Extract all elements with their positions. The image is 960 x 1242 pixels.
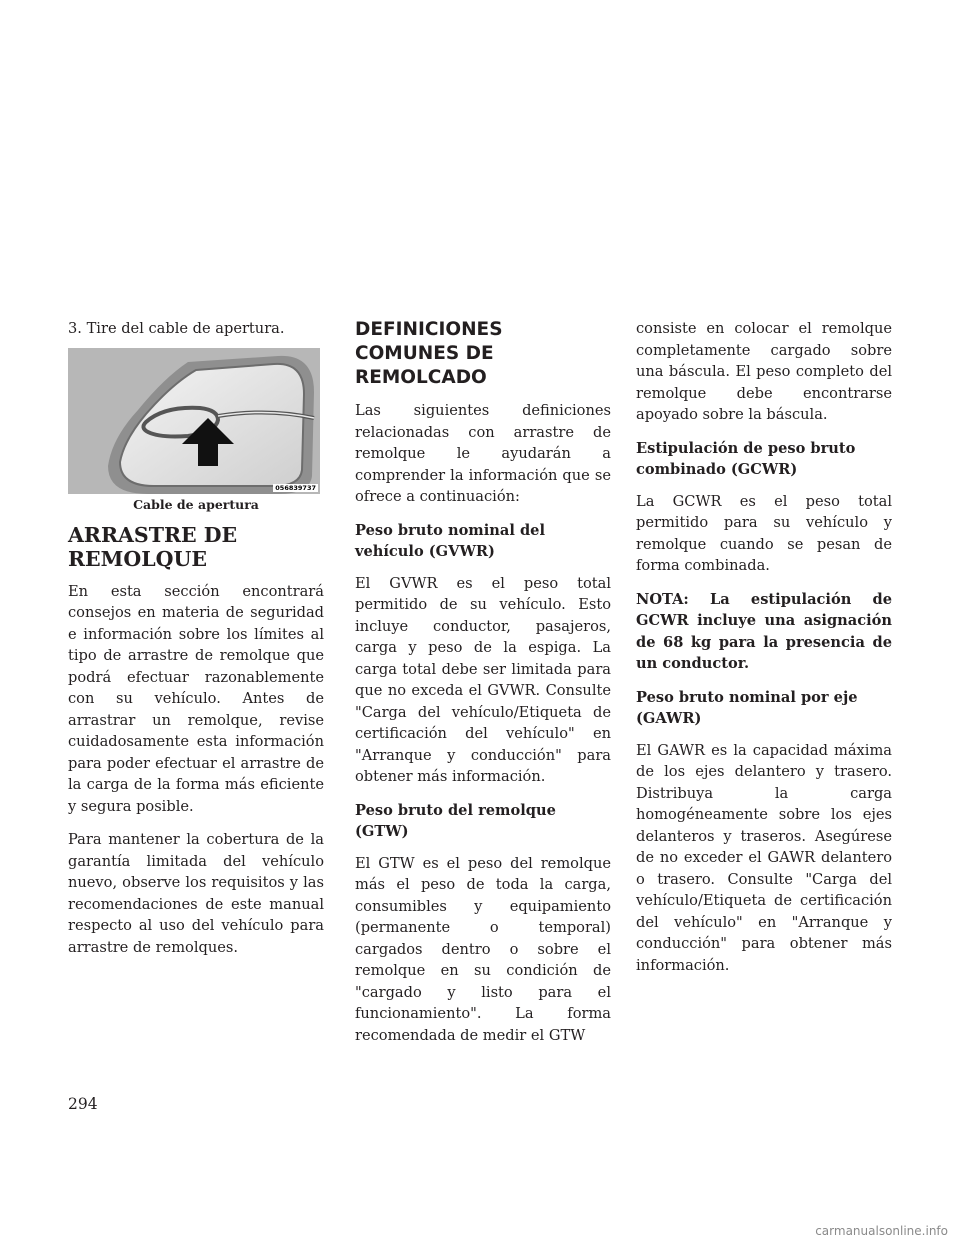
- step-3: 3. Tire del cable de apertura.: [68, 320, 285, 337]
- heading-arrastre: ARRASTRE DE REMOLQUE: [68, 522, 238, 571]
- paragraph-gcwr: La GCWR es el peso total permitido para su vehículo y remolque cuando se pesan de forma combinada.: [636, 492, 892, 574]
- paragraph-gawr: El GAWR es la capacidad máxima de los ejes delantero y trasero. Distribuya la carga homogéneamente sobre los ejes delanteros y traseros. Asegúrese de no exceder el GAWR delantero o trasero. Consulte "Carga del vehículo/Etiqueta de certificación del vehículo" en "Arranque y conducción" para obtener más información.: [636, 741, 892, 974]
- note-gcwr: NOTA: La estipulación de GCWR incluye una asignación de 68 kg para la presencia de un conductor.: [636, 590, 892, 672]
- paragraph-gtw: El GTW es el peso del remolque más el peso de toda la carga, consumibles y equipamiento (permanente o temporal) cargados dentro o sobre el remolque en su condición de "cargado y listo para el funcionamiento". La forma recomendada de medir el GTW: [355, 854, 611, 1044]
- column-right: [636, 318, 892, 988]
- subheading-gtw: Peso bruto del remolque (GTW): [355, 801, 556, 840]
- watermark: carmanualsonline.info: [815, 1224, 948, 1238]
- column-left: [68, 318, 324, 970]
- figure-caption: Cable de apertura: [133, 496, 259, 512]
- subheading-gawr: Peso bruto nominal por eje (GAWR): [636, 688, 858, 727]
- figure-code: 056839737: [275, 483, 316, 492]
- paragraph-safety: En esta sección encontrará consejos en materia de seguridad e información sobre los límites al tipo de arrastre de remolque que podrá efectuar razonablemente con su vehículo. Antes de arrastrar un remolque, revise cuidadosamente esta información para poder efectuar el arrastre de la carga de la forma más eficiente y segura posible.: [68, 582, 324, 815]
- subheading-gcwr: Estipulación de peso bruto combinado (GCWR): [636, 439, 856, 478]
- paragraph-gvwr: El GVWR es el peso total permitido de su vehículo. Esto incluye conductor, pasajeros, carga y peso de la espiga. La carga total debe ser limitada para que no exceda el GVWR. Consulte "Carga del vehículo/Etiqueta de certificación del vehículo" en "Arranque y conducción" para obtener más información.: [355, 574, 611, 785]
- column-middle: [355, 318, 611, 1058]
- release-cable-illustration: [68, 348, 320, 494]
- paragraph-intro: Las siguientes definiciones relacionadas con arrastre de remolque le ayudarán a comprender la información que se ofrece a continuación:: [355, 402, 611, 505]
- heading-definiciones: DEFINICIONES COMUNES DE REMOLCADO: [355, 319, 503, 388]
- paragraph-gtw-continued: consiste en colocar el remolque completamente cargado sobre una báscula. El peso completo del remolque debe encontrarse apoyado sobre la báscula.: [636, 320, 892, 423]
- release-cable-figure: [68, 348, 320, 494]
- page-number: 294: [68, 1095, 98, 1113]
- paragraph-warranty: Para mantener la cobertura de la garantía limitada del vehículo nuevo, observe los requisitos y las recomendaciones de este manual respecto al uso del vehículo para arrastre de remolques.: [68, 831, 324, 956]
- subheading-gvwr: Peso bruto nominal del vehículo (GVWR): [355, 521, 546, 560]
